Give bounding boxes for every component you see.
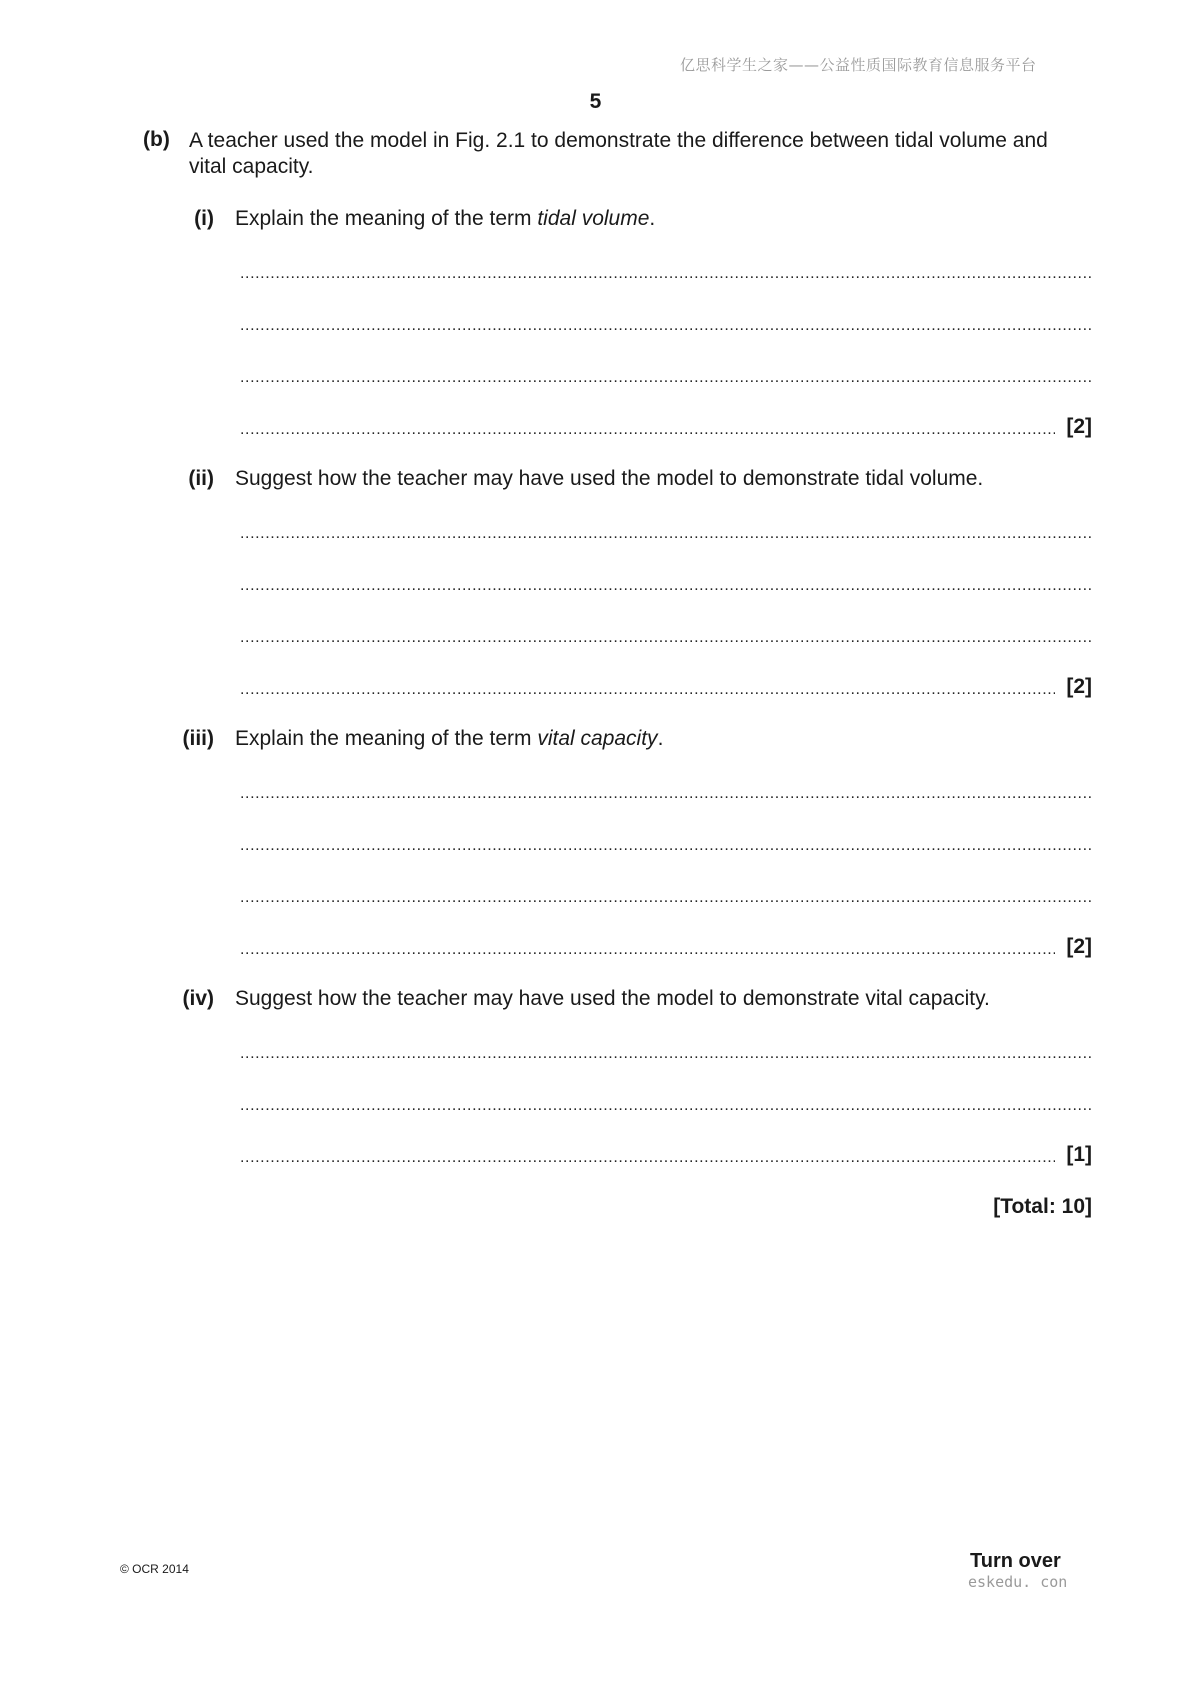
watermark-text: 亿思科学生之家——公益性质国际教育信息服务平台 [680, 56, 1037, 74]
answer-line[interactable] [240, 582, 1091, 590]
question-label-iii: (iii) [182, 727, 214, 750]
question-text-iii-after: . [657, 727, 664, 750]
turn-over-text: Turn over [970, 1550, 1061, 1572]
part-label: (b) [143, 128, 170, 151]
question-term-iii: vital capacity [537, 727, 658, 750]
part-stem-line-1: A teacher used the model in Fig. 2.1 to demonstrate the difference between tidal volume and [189, 129, 1048, 152]
mark-allocation-iii: [2] [1066, 935, 1092, 958]
question-label-i: (i) [194, 207, 214, 230]
answer-line[interactable] [240, 842, 1091, 850]
answer-line[interactable] [240, 1154, 1055, 1162]
question-term-i: tidal volume [537, 207, 650, 230]
answer-line[interactable] [240, 426, 1055, 434]
question-text-iii [235, 727, 663, 751]
answer-line[interactable] [240, 530, 1091, 538]
mark-allocation-iv: [1] [1066, 1143, 1092, 1166]
copyright-text: © OCR 2014 [120, 1562, 189, 1576]
question-label-iv: (iv) [182, 987, 214, 1010]
question-text-ii: Suggest how the teacher may have used the model to demonstrate tidal volume. [235, 467, 984, 490]
question-text-i-before: Explain the meaning of the term [235, 207, 538, 230]
answer-line[interactable] [240, 634, 1091, 642]
question-text-i-after: . [649, 207, 656, 230]
part-stem [189, 128, 1094, 180]
question-text-iv: Suggest how the teacher may have used the model to demonstrate vital capacity. [235, 987, 990, 1010]
question-text-iii-before: Explain the meaning of the term [235, 727, 538, 750]
total-marks: [Total: 10] [993, 1195, 1092, 1218]
mark-allocation-ii: [2] [1066, 675, 1092, 698]
page-number: 5 [589, 90, 602, 113]
answer-line[interactable] [240, 790, 1091, 798]
answer-line[interactable] [240, 946, 1055, 954]
part-stem-line-2: vital capacity. [189, 155, 314, 178]
answer-line[interactable] [240, 374, 1091, 382]
mark-allocation-i: [2] [1066, 415, 1092, 438]
answer-line[interactable] [240, 686, 1055, 694]
answer-line[interactable] [240, 1050, 1091, 1058]
question-label-ii: (ii) [188, 467, 214, 490]
answer-line[interactable] [240, 270, 1091, 278]
question-text-i [235, 207, 655, 231]
answer-line[interactable] [240, 894, 1091, 902]
answer-line[interactable] [240, 1102, 1091, 1110]
answer-line[interactable] [240, 322, 1091, 330]
site-watermark: eskedu. con [968, 1573, 1068, 1591]
